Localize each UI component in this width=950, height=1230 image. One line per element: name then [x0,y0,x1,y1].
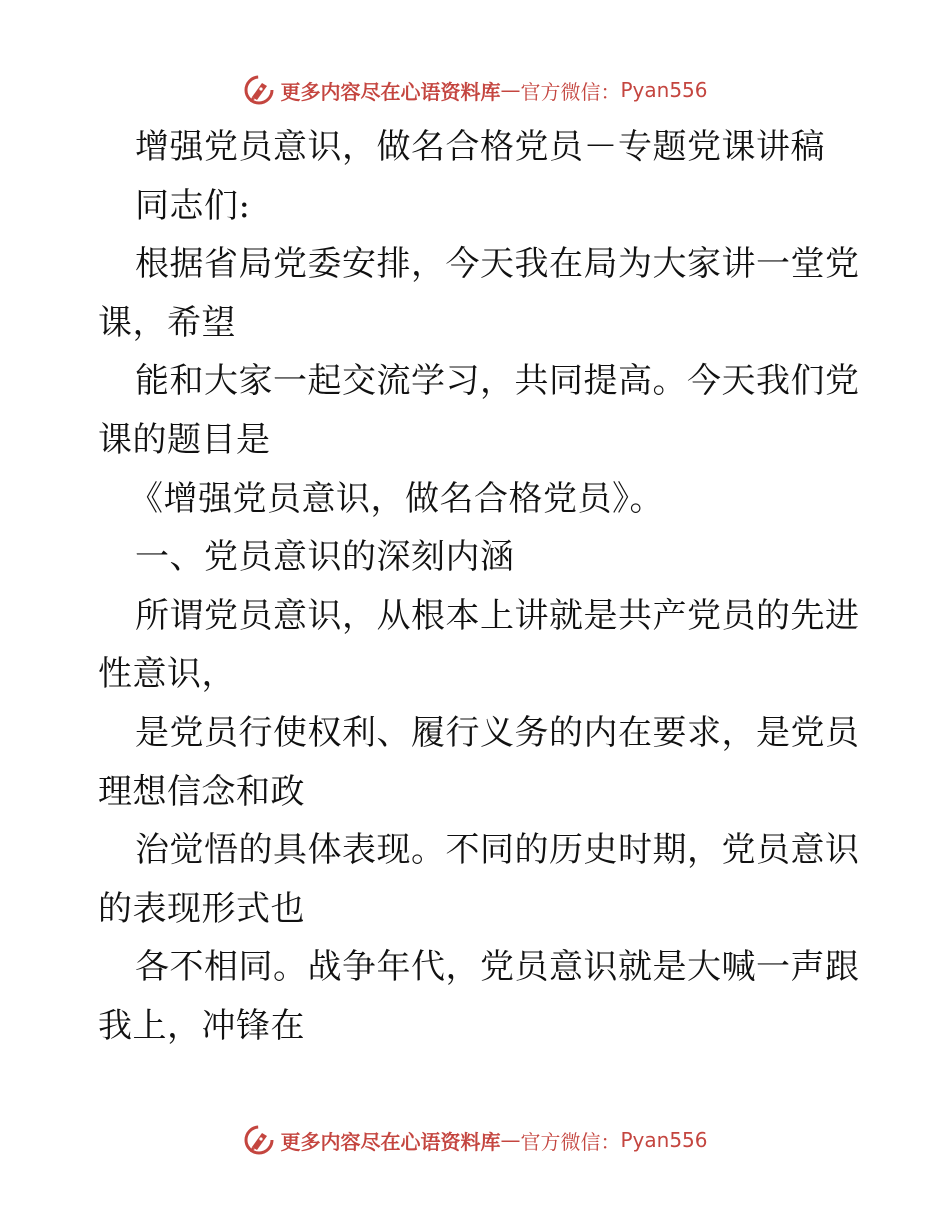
paragraph-line: 性意识， [98,654,236,695]
section-heading: 一、党员意识的深刻内涵 [135,537,515,578]
salutation: 同志们: [135,185,251,226]
pen-nib-circle-icon [242,73,276,107]
lecture-topic: 《增强党员意识，做名合格党员》。 [129,478,664,519]
pen-nib-circle-icon [242,1123,276,1157]
paragraph-line: 课，希望 [98,302,236,343]
banner-slogan: 更多内容尽在心语资料库 [280,1129,501,1154]
banner-wechat-label: 官方微信： [520,1129,621,1154]
paragraph-line: 是党员行使权利、履行义务的内在要求，是党员 [135,712,860,753]
paragraph-line: 的表现形式也 [98,888,305,929]
footer-watermark-banner [0,1120,950,1160]
header-watermark-banner [0,70,950,110]
paragraph-line: 根据省局党委安排，今天我在局为大家讲一堂党 [135,244,860,285]
document-title: 增强党员意识，做名合格党员－专题党课讲稿 [135,127,825,167]
banner-dash: — [500,78,521,102]
paragraph-line: 我上，冲锋在 [98,1005,305,1046]
banner-slogan: 更多内容尽在心语资料库 [280,79,501,104]
paragraph-line: 课的题目是 [98,419,271,460]
banner-dash: — [500,1128,521,1152]
paragraph-line: 治觉悟的具体表现。不同的历史时期，党员意识 [135,830,860,871]
paragraph-line: 理想信念和政 [98,771,305,812]
document-body [98,118,858,1056]
paragraph-line: 所谓党员意识，从根本上讲就是共产党员的先进 [135,595,860,636]
banner-wechat-id: Pyan556 [620,1128,708,1152]
banner-wechat-id: Pyan556 [620,78,708,102]
banner-wechat-label: 官方微信： [520,79,621,104]
paragraph-line: 各不相同。战争年代，党员意识就是大喊一声跟 [135,947,860,988]
paragraph-line: 能和大家一起交流学习，共同提高。今天我们党 [135,361,860,402]
